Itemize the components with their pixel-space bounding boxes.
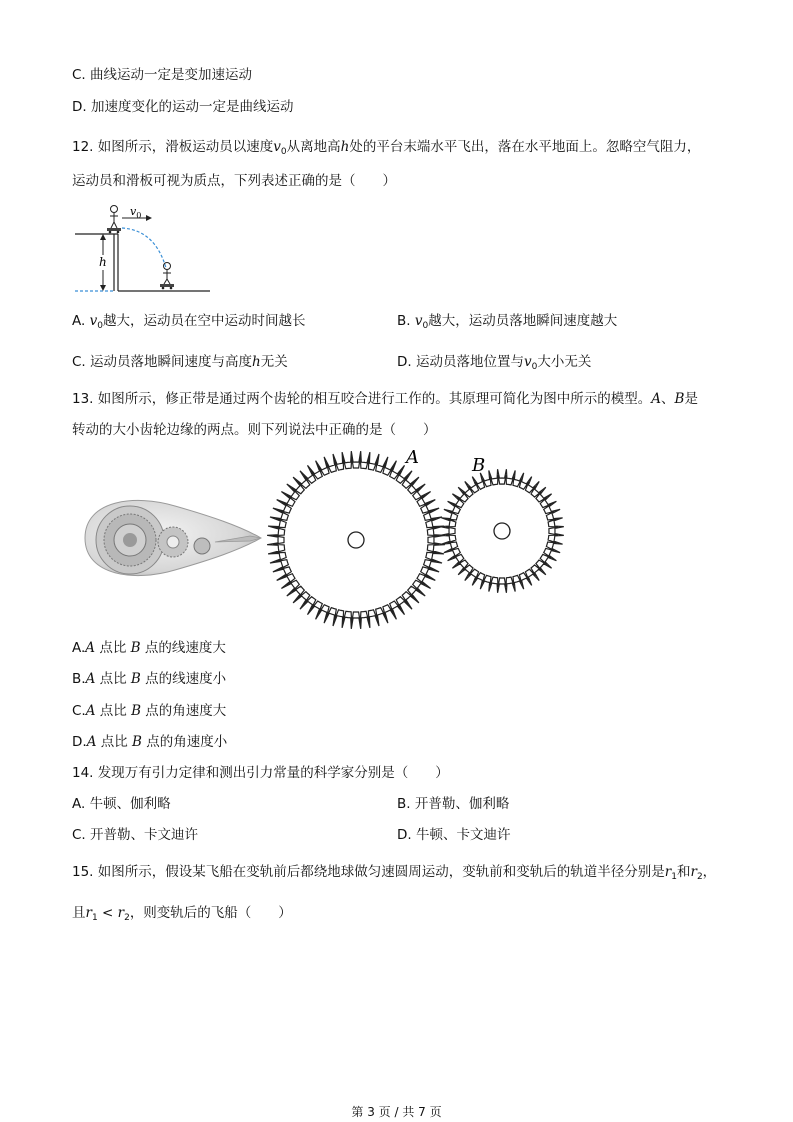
q12-stem-line2: 运动员和滑板可视为质点，下列表述正确的是（ ）	[72, 173, 396, 189]
skateboarder-figure	[70, 200, 220, 300]
q13-option-b: B.A 点比 B 点的线速度小	[72, 671, 227, 687]
q15-stem-line1: 15. 如图所示，假设某飞船在变轨前后都绕地球做匀速圆周运动，变轨前和变轨后的轨道半径分别是$r_1$和$r_2$，	[72, 864, 717, 882]
gear-a-axle	[348, 532, 364, 548]
q11-option-d: D. 加速度变化的运动一定是曲线运动	[72, 99, 294, 115]
gear-b-label: B	[472, 455, 486, 476]
q14-option-a: A. 牛顿、伽利略	[72, 796, 171, 812]
q14-option-d: D. 牛顿、卡文迪许	[397, 827, 511, 843]
gears-diagram	[262, 445, 572, 635]
q13-option-a: A.A 点比 B 点的线速度大	[72, 640, 226, 656]
gear-a-label: A	[406, 447, 419, 468]
q13-option-d: D.A 点比 B 点的角速度小	[72, 734, 228, 750]
q13-stem-line1: 13. 如图所示，修正带是通过两个齿轮的相互咬合进行工作的。其原理可简化为图中所示的模型。A、B是	[72, 391, 698, 407]
fig-v0-label: $v_0$	[130, 205, 142, 220]
q13-option-c: C.A 点比 B 点的角速度大	[72, 703, 227, 719]
q11-option-c: C. 曲线运动一定是变加速运动	[72, 67, 253, 83]
page-footer: 第 3 页 / 共 7 页	[351, 1105, 442, 1119]
q15-stem-line2: 且$r_1 < r_2$，则变轨后的飞船（ ）	[72, 905, 292, 923]
q14-option-b: B. 开普勒、伽利略	[397, 796, 510, 812]
gear-b-axle	[494, 523, 510, 539]
q12-option-d: D. 运动员落地位置与$v_0$大小无关	[397, 354, 592, 372]
fig-h-label: h	[99, 255, 107, 269]
q12-option-a: A. $v_0$越大，运动员在空中运动时间越长	[72, 313, 306, 331]
q12-option-c: C. 运动员落地瞬间速度与高度h无关	[72, 354, 288, 370]
q14-stem: 14. 发现万有引力定律和测出引力常量的科学家分别是（ ）	[72, 765, 449, 781]
skater-top-icon	[107, 206, 121, 234]
q14-option-c: C. 开普勒、卡文迪许	[72, 827, 199, 843]
correction-tape-photo	[75, 488, 265, 588]
q12-stem-line1: 12. 如图所示，滑板运动员以速度$v_0$从离地高h处的平台末端水平飞出，落在水平地面上。忽略空气阻力，	[72, 139, 701, 157]
skater-landing-icon	[160, 263, 174, 290]
q12-option-b: B. $v_0$越大，运动员落地瞬间速度越大	[397, 313, 618, 331]
q13-stem-line2: 转动的大小齿轮边缘的两点。则下列说法中正确的是（ ）	[72, 422, 437, 438]
